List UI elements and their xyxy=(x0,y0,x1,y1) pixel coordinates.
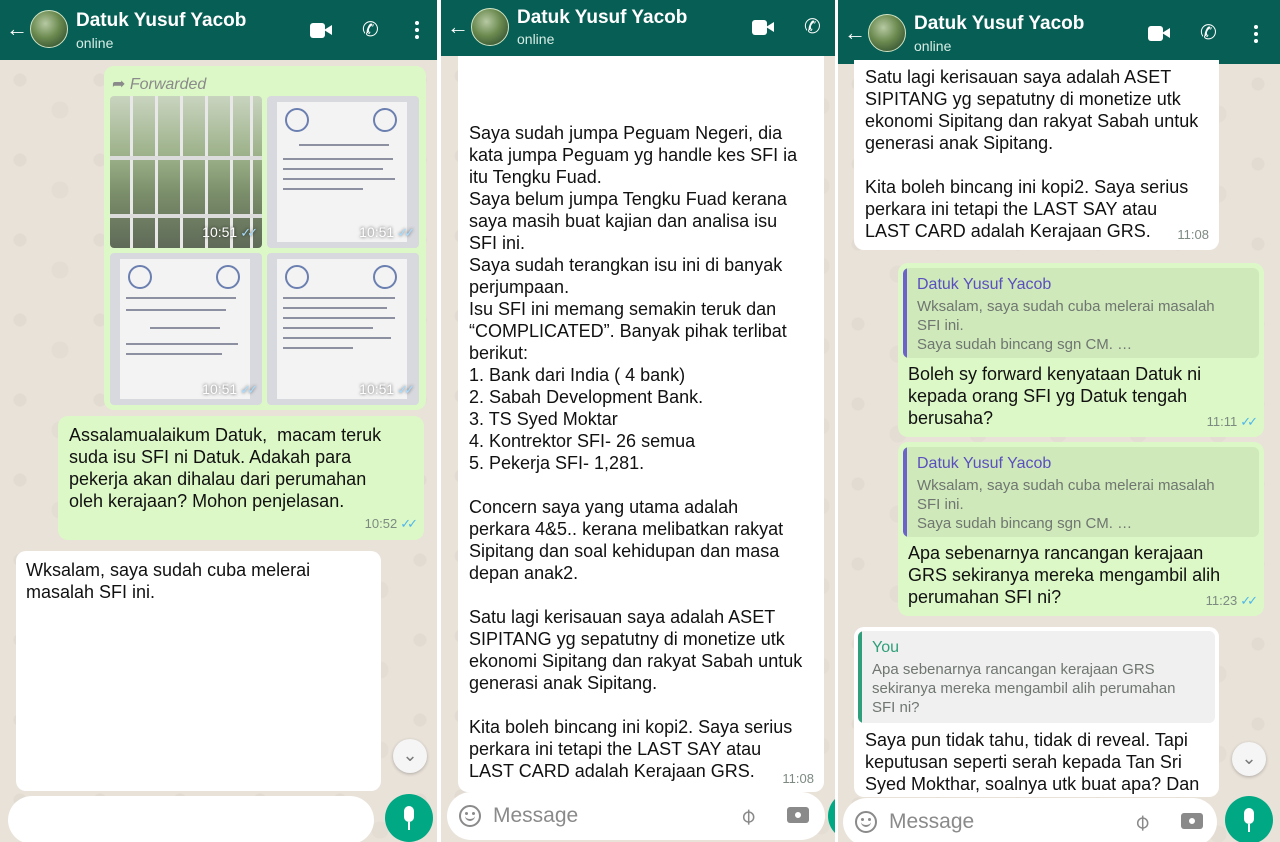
emoji-icon[interactable] xyxy=(459,805,481,827)
incoming-message[interactable] xyxy=(854,60,1219,250)
contact-status: online xyxy=(914,38,952,54)
message-input-bar[interactable] xyxy=(8,796,374,842)
photo-timestamp: 10:51 ✓✓ xyxy=(202,224,254,240)
album-photo-document-3[interactable] xyxy=(267,253,419,405)
contact-avatar[interactable] xyxy=(868,14,906,52)
message-input-bar[interactable] xyxy=(843,798,1217,842)
forwarded-label: ➦ Forwarded xyxy=(112,76,207,93)
scroll-down-button[interactable]: ⌄ xyxy=(393,739,427,773)
message-text: Saya sudah jumpa Peguam Negeri, dia kata jumpa Peguam yg handle kes SFI ia itu Tengku Fuad. Saya belum jumpa Tengku Fuad kerana saya masih buat kajian dan analisa isu SFI ini. Saya sudah terangkan isu ini di banyak perjumpaan. Isu SFI ini memang semakin teruk dan “COMPLICATED”. Banyak pihak terlibat berikut: 1. Bank dari India ( 4 bank) 2. Sabah Development Bank. 3. TS Syed Moktar 4. Kontrektor SFI- 26 semua 5. Pekerja SFI- 1,281. Concern saya yang utama adalah perkara 4&5.. kerana melibatkan rakyat Sipitang dan soal kehidupan dan masa depan anak2. Satu lagi kerisauan saya adalah ASET SIPITANG yg sepatutny di monetize utk ekonomi Sipitang dan rakyat Sabah untuk generasi anak Sipitang. Kita boleh bincang ini kopi2. Saya serius perkara ini tetapi the LAST SAY atau LAST CARD adalah Kerajaan GRS. xyxy=(469,123,803,781)
message-timestamp: 11:23 ✓✓ xyxy=(1205,593,1254,608)
message-placeholder[interactable]: Message xyxy=(889,810,975,833)
quoted-sender: Datuk Yusuf Yacob xyxy=(917,455,1052,472)
quoted-message[interactable] xyxy=(903,268,1259,358)
message-text: Saya pun tidak tahu, tidak di reveal. Tapi keputusan seperti serah kepada Tan Sri Syed Mokthar, soalnya utk buat apa? Dan xyxy=(865,730,1200,794)
message-placeholder[interactable]: Message xyxy=(493,804,579,827)
outgoing-message[interactable] xyxy=(58,416,424,540)
quoted-text: Wksalam, saya sudah cuba melerai masalah SFI ini. Saya sudah bincang sgn CM. … xyxy=(917,298,1215,353)
attach-icon[interactable]: ⌀ xyxy=(733,802,761,830)
message-text: Satu lagi kerisauan saya adalah ASET SIPITANG yg sepatutny di monetize utk ekonomi Sipitang dan rakyat Sabah untuk generasi anak Sipitang. Kita boleh bincang ini kopi2. Saya serius perkara ini tetapi the LAST SAY atau LAST CARD adalah Kerajaan GRS. xyxy=(865,67,1199,241)
more-options-icon[interactable] xyxy=(1254,25,1258,43)
message-timestamp: 11:08 xyxy=(1177,227,1209,242)
message-text: Wksalam, saya sudah cuba melerai masalah SFI ini. xyxy=(26,560,311,602)
incoming-reply-message[interactable] xyxy=(854,627,1219,797)
photo-timestamp: 10:51 ✓✓ xyxy=(202,381,254,397)
contact-name[interactable]: Datuk Yusuf Yacob xyxy=(517,7,688,28)
voice-call-icon[interactable]: ✆ xyxy=(362,19,379,41)
voice-call-icon[interactable]: ✆ xyxy=(1200,22,1217,44)
message-text: Apa sebenarnya rancangan kerajaan GRS sekiranya mereka mengambil alih perumahan SFI ni? xyxy=(908,543,1221,607)
message-text: Boleh sy forward kenyataan Datuk ni kepada orang SFI yg Datuk tengah berusaha? xyxy=(908,364,1202,428)
photo-timestamp: 10:51 ✓✓ xyxy=(359,224,411,240)
quoted-message[interactable] xyxy=(858,631,1215,723)
video-call-icon[interactable] xyxy=(1148,26,1170,41)
mic-button[interactable] xyxy=(385,794,433,842)
message-input-bar[interactable] xyxy=(447,792,825,840)
quoted-text: Wksalam, saya sudah cuba melerai masalah SFI ini. Saya sudah bincang sgn CM. … xyxy=(917,477,1215,532)
attach-icon[interactable]: ⌀ xyxy=(1127,808,1155,836)
scroll-down-button[interactable]: ⌄ xyxy=(1232,742,1266,776)
message-text: Assalamualaikum Datuk, macam teruk suda isu SFI ni Datuk. Adakah para pekerja akan dihalau dari perumahan oleh kerajaan? Mohon penjelasan. xyxy=(69,425,382,511)
photo-timestamp: 10:51 ✓✓ xyxy=(359,381,411,397)
incoming-message[interactable] xyxy=(458,56,824,792)
voice-call-icon[interactable]: ✆ xyxy=(804,16,821,38)
camera-icon[interactable] xyxy=(787,807,809,823)
camera-icon[interactable] xyxy=(1181,813,1203,829)
album-photo-document-1[interactable] xyxy=(267,96,419,248)
chat-panel-2 xyxy=(441,0,835,842)
chat-header xyxy=(441,0,835,56)
video-call-icon[interactable] xyxy=(752,20,774,35)
contact-avatar[interactable] xyxy=(30,10,68,48)
contact-status: online xyxy=(76,35,114,51)
quoted-message[interactable] xyxy=(903,447,1259,537)
message-timestamp: 10:52 ✓✓ xyxy=(364,516,414,531)
quoted-text: Apa sebenarnya rancangan kerajaan GRS sekiranya mereka mengambil alih perumahan SFI ni? xyxy=(872,661,1176,716)
album-photo-document-2[interactable] xyxy=(110,253,262,405)
outgoing-reply-message[interactable] xyxy=(898,263,1264,437)
quoted-sender: Datuk Yusuf Yacob xyxy=(917,276,1052,293)
more-options-icon[interactable] xyxy=(415,21,419,39)
emoji-icon[interactable] xyxy=(855,811,877,833)
outgoing-reply-message[interactable] xyxy=(898,442,1264,616)
back-arrow-icon[interactable]: ← xyxy=(6,16,28,41)
chat-header xyxy=(838,0,1280,64)
mic-button[interactable] xyxy=(1225,796,1273,842)
album-photo-gate[interactable] xyxy=(110,96,262,248)
contact-status: online xyxy=(517,31,555,47)
contact-name[interactable]: Datuk Yusuf Yacob xyxy=(914,13,1085,34)
incoming-message[interactable] xyxy=(16,551,381,791)
quoted-sender: You xyxy=(872,639,899,656)
chat-panel-1 xyxy=(0,0,437,842)
chat-panel-3 xyxy=(838,0,1280,842)
video-call-icon[interactable] xyxy=(310,23,332,38)
contact-avatar[interactable] xyxy=(471,8,509,46)
chat-header xyxy=(0,0,437,60)
back-arrow-icon[interactable]: ← xyxy=(844,20,866,45)
message-timestamp: 11:11 ✓✓ xyxy=(1206,414,1254,429)
message-timestamp: 11:08 xyxy=(782,771,814,786)
contact-name[interactable]: Datuk Yusuf Yacob xyxy=(76,10,247,31)
forwarded-album-bubble[interactable] xyxy=(104,66,426,410)
back-arrow-icon[interactable]: ← xyxy=(447,14,469,39)
